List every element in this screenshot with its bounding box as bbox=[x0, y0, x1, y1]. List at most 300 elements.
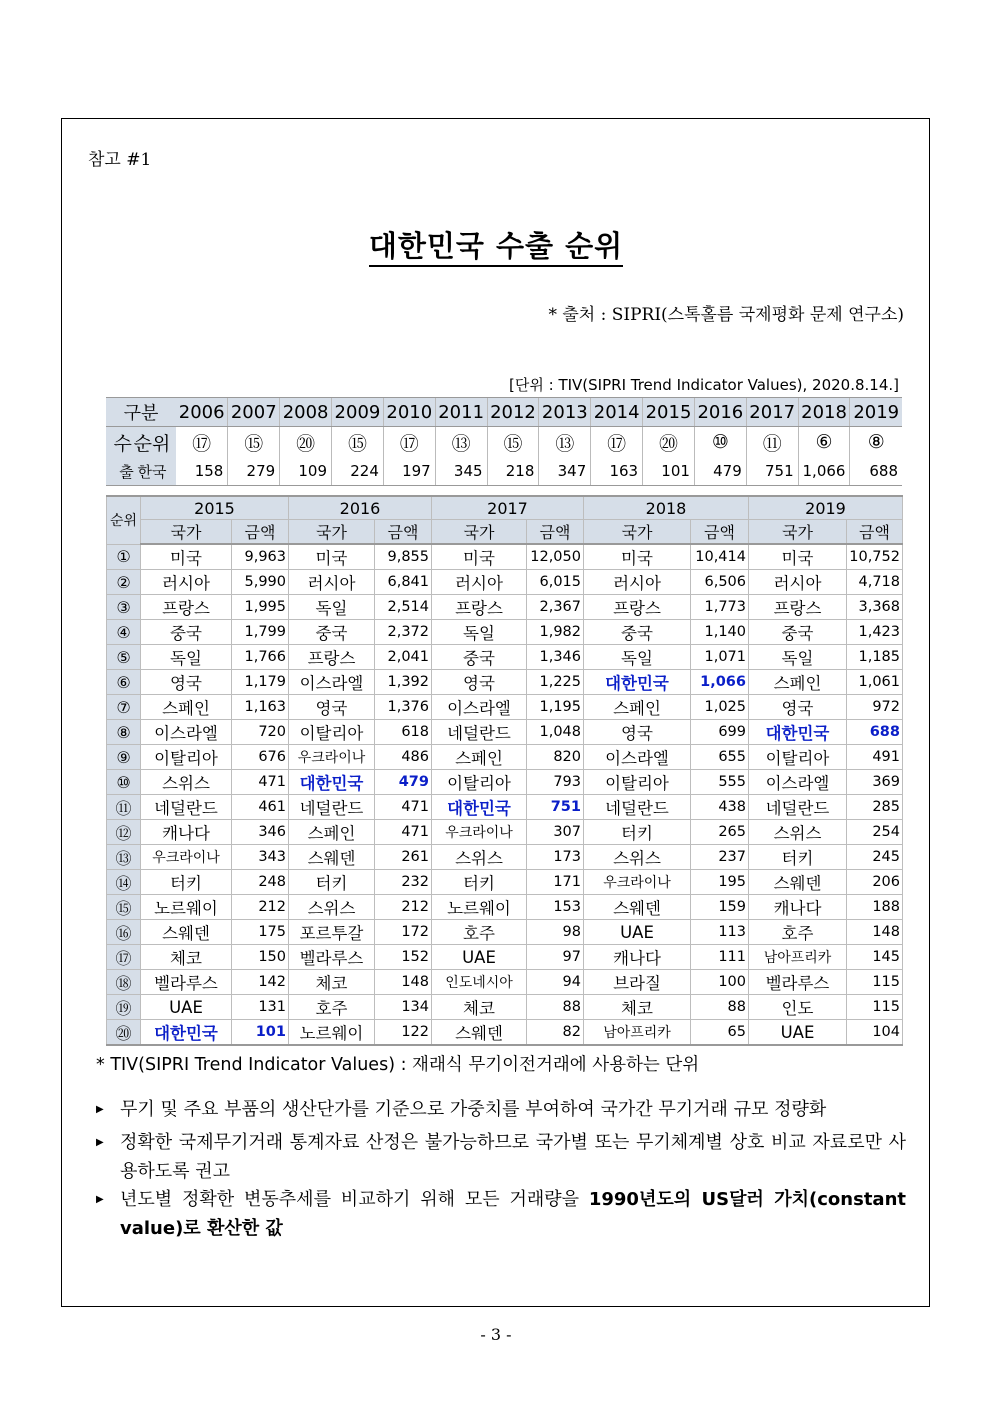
amount-cell: 369 bbox=[847, 770, 903, 795]
summary-rank-2012: ⑮ bbox=[487, 427, 539, 458]
rank-cell: ⑨ bbox=[107, 745, 141, 770]
amount-cell: 113 bbox=[691, 920, 749, 945]
amount-cell: 307 bbox=[527, 820, 584, 845]
country-cell: 이탈리아 bbox=[289, 720, 375, 745]
table-row bbox=[107, 570, 903, 595]
amount-cell: 5,990 bbox=[232, 570, 289, 595]
country-cell: 체코 bbox=[432, 995, 527, 1020]
amount-cell: 4,718 bbox=[847, 570, 903, 595]
country-cell: 러시아 bbox=[584, 570, 691, 595]
amount-cell: 1,225 bbox=[527, 670, 584, 695]
rank-cell: ⑭ bbox=[107, 870, 141, 895]
bullet-3-text bbox=[120, 1185, 906, 1243]
country-cell: 이스라엘 bbox=[289, 670, 375, 695]
summary-value-2006: 158 bbox=[176, 457, 228, 486]
country-header: 국가 bbox=[432, 520, 527, 545]
country-cell: 미국 bbox=[432, 544, 527, 570]
amount-cell: 1,071 bbox=[691, 645, 749, 670]
amount-cell: 2,367 bbox=[527, 595, 584, 620]
summary-rank-label: 순위 bbox=[133, 432, 171, 455]
table-row bbox=[107, 870, 903, 895]
country-header: 국가 bbox=[584, 520, 691, 545]
amount-cell: 1,179 bbox=[232, 670, 289, 695]
amount-cell: 9,963 bbox=[232, 544, 289, 570]
summary-value-2014: 163 bbox=[591, 457, 643, 486]
country-cell: 스위스 bbox=[432, 845, 527, 870]
country-cell: 러시아 bbox=[141, 570, 232, 595]
table-row bbox=[107, 544, 903, 570]
country-header: 국가 bbox=[141, 520, 232, 545]
amount-cell: 1,185 bbox=[847, 645, 903, 670]
country-cell: 네덜란드 bbox=[141, 795, 232, 820]
rank-cell: ① bbox=[107, 544, 141, 570]
amount-cell: 1,423 bbox=[847, 620, 903, 645]
country-cell: 노르웨이 bbox=[432, 895, 527, 920]
amount-cell: 793 bbox=[527, 770, 584, 795]
amount-cell: 3,368 bbox=[847, 595, 903, 620]
amount-cell: 65 bbox=[691, 1020, 749, 1046]
amount-cell: 248 bbox=[232, 870, 289, 895]
country-cell: 호주 bbox=[289, 995, 375, 1020]
country-cell: 미국 bbox=[584, 544, 691, 570]
amount-cell: 972 bbox=[847, 695, 903, 720]
country-cell: 대한민국 bbox=[141, 1020, 232, 1046]
triangle-bullet-icon: ▶ bbox=[96, 1194, 104, 1205]
table-row bbox=[107, 945, 903, 970]
country-cell: 프랑스 bbox=[749, 595, 847, 620]
amount-header: 금액 bbox=[527, 520, 584, 545]
amount-cell: 94 bbox=[527, 970, 584, 995]
country-cell: UAE bbox=[141, 995, 232, 1020]
amount-cell: 159 bbox=[691, 895, 749, 920]
country-cell: 이탈리아 bbox=[141, 745, 232, 770]
amount-cell: 820 bbox=[527, 745, 584, 770]
country-cell: 터키 bbox=[432, 870, 527, 895]
amount-cell: 6,015 bbox=[527, 570, 584, 595]
country-cell: 스웨덴 bbox=[432, 1020, 527, 1046]
table-row bbox=[107, 645, 903, 670]
amount-cell: 1,066 bbox=[691, 670, 749, 695]
country-cell: 러시아 bbox=[432, 570, 527, 595]
country-cell: 이스라엘 bbox=[584, 745, 691, 770]
country-cell: 네덜란드 bbox=[584, 795, 691, 820]
summary-year-2015: 2015 bbox=[643, 398, 695, 427]
amount-cell: 1,140 bbox=[691, 620, 749, 645]
unit-note: [단위 : TIV(SIPRI Trend Indicator Values), 2020.8.14.] bbox=[509, 376, 899, 394]
summary-rank-2010: ⑰ bbox=[383, 427, 435, 458]
table-row bbox=[107, 970, 903, 995]
rank-cell: ⑬ bbox=[107, 845, 141, 870]
ranking-year-row bbox=[107, 496, 903, 520]
summary-year-2017: 2017 bbox=[746, 398, 798, 427]
amount-cell: 6,841 bbox=[375, 570, 432, 595]
rank-cell: ⑱ bbox=[107, 970, 141, 995]
table-row bbox=[107, 670, 903, 695]
country-cell: 스웨덴 bbox=[141, 920, 232, 945]
country-cell: 노르웨이 bbox=[289, 1020, 375, 1046]
reference-label: 참고 #1 bbox=[88, 150, 152, 170]
country-cell: 독일 bbox=[141, 645, 232, 670]
bullet-2 bbox=[96, 1128, 906, 1186]
amount-cell: 688 bbox=[847, 720, 903, 745]
country-cell: 대한민국 bbox=[584, 670, 691, 695]
summary-korea-label: 한국 bbox=[137, 462, 167, 481]
amount-cell: 1,766 bbox=[232, 645, 289, 670]
side-label-bottom: 출 bbox=[119, 462, 134, 481]
amount-cell: 1,982 bbox=[527, 620, 584, 645]
country-cell: 프랑스 bbox=[141, 595, 232, 620]
rank-cell: ④ bbox=[107, 620, 141, 645]
country-cell: 스웨덴 bbox=[289, 845, 375, 870]
country-cell: 인도네시아 bbox=[432, 970, 527, 995]
bullet-1 bbox=[96, 1095, 906, 1124]
country-cell: 호주 bbox=[432, 920, 527, 945]
country-header: 국가 bbox=[749, 520, 847, 545]
country-cell: 체코 bbox=[289, 970, 375, 995]
country-cell: 우크라이나 bbox=[141, 845, 232, 870]
amount-cell: 245 bbox=[847, 845, 903, 870]
amount-cell: 206 bbox=[847, 870, 903, 895]
table-row bbox=[107, 720, 903, 745]
amount-cell: 285 bbox=[847, 795, 903, 820]
summary-rank-row bbox=[106, 427, 902, 458]
rank-cell: ⑧ bbox=[107, 720, 141, 745]
amount-cell: 172 bbox=[375, 920, 432, 945]
amount-cell: 104 bbox=[847, 1020, 903, 1046]
summary-value-row bbox=[106, 457, 902, 486]
country-cell: UAE bbox=[584, 920, 691, 945]
amount-cell: 232 bbox=[375, 870, 432, 895]
amount-cell: 131 bbox=[232, 995, 289, 1020]
summary-value-2013: 347 bbox=[539, 457, 591, 486]
amount-cell: 100 bbox=[691, 970, 749, 995]
ranking-year-2019: 2019 bbox=[749, 496, 903, 520]
country-cell: 브라질 bbox=[584, 970, 691, 995]
summary-rank-2014: ⑰ bbox=[591, 427, 643, 458]
bullet-2-text: 정확한 국제무기거래 통계자료 산정은 불가능하므로 국가별 또는 무기체계별 상호 비교 자료로만 사용하도록 권고 bbox=[120, 1132, 906, 1182]
amount-cell: 122 bbox=[375, 1020, 432, 1046]
table-row bbox=[107, 995, 903, 1020]
table-row bbox=[107, 820, 903, 845]
summary-year-2018: 2018 bbox=[798, 398, 850, 427]
side-label-top: 수 bbox=[113, 432, 132, 455]
rank-cell: ⑯ bbox=[107, 920, 141, 945]
amount-cell: 212 bbox=[375, 895, 432, 920]
country-cell: 스페인 bbox=[749, 670, 847, 695]
amount-cell: 1,163 bbox=[232, 695, 289, 720]
table-row bbox=[107, 795, 903, 820]
amount-cell: 212 bbox=[232, 895, 289, 920]
country-cell: 스웨덴 bbox=[749, 870, 847, 895]
table-row bbox=[107, 770, 903, 795]
amount-cell: 1,048 bbox=[527, 720, 584, 745]
country-cell: 중국 bbox=[289, 620, 375, 645]
summary-rank-2016: ⑩ bbox=[694, 427, 746, 458]
source-note: * 출처 : SIPRI(스톡홀름 국제평화 문제 연구소) bbox=[548, 305, 904, 325]
rank-cell: ⑥ bbox=[107, 670, 141, 695]
country-cell: 스페인 bbox=[432, 745, 527, 770]
amount-cell: 10,752 bbox=[847, 544, 903, 570]
summary-year-2013: 2013 bbox=[539, 398, 591, 427]
summary-value-2007: 279 bbox=[228, 457, 280, 486]
table-row bbox=[107, 745, 903, 770]
page-title bbox=[0, 224, 992, 265]
amount-cell: 471 bbox=[375, 820, 432, 845]
summary-year-2019: 2019 bbox=[850, 398, 902, 427]
country-cell: 프랑스 bbox=[289, 645, 375, 670]
country-cell: 러시아 bbox=[749, 570, 847, 595]
amount-cell: 175 bbox=[232, 920, 289, 945]
amount-cell: 82 bbox=[527, 1020, 584, 1046]
table-row bbox=[107, 1020, 903, 1046]
summary-rank-2008: ⑳ bbox=[280, 427, 332, 458]
amount-cell: 12,050 bbox=[527, 544, 584, 570]
country-cell: 프랑스 bbox=[432, 595, 527, 620]
country-cell: 우크라이나 bbox=[432, 820, 527, 845]
bullet-1-text: 무기 및 주요 부품의 생산단가를 기준으로 가중치를 부여하여 국가간 무기거래 규모 정량화 bbox=[120, 1099, 827, 1120]
rank-cell: ⑲ bbox=[107, 995, 141, 1020]
amount-header: 금액 bbox=[375, 520, 432, 545]
summary-year-2016: 2016 bbox=[694, 398, 746, 427]
country-cell: 대한민국 bbox=[749, 720, 847, 745]
country-cell: 중국 bbox=[432, 645, 527, 670]
ranking-year-2015: 2015 bbox=[141, 496, 289, 520]
country-cell: 캐나다 bbox=[584, 945, 691, 970]
country-cell: 스페인 bbox=[584, 695, 691, 720]
country-cell: 프랑스 bbox=[584, 595, 691, 620]
country-cell: 스위스 bbox=[141, 770, 232, 795]
amount-cell: 676 bbox=[232, 745, 289, 770]
amount-cell: 1,061 bbox=[847, 670, 903, 695]
country-cell: 인도 bbox=[749, 995, 847, 1020]
summary-value-2017: 751 bbox=[746, 457, 798, 486]
rank-cell: ⑳ bbox=[107, 1020, 141, 1046]
summary-korea-label-cell bbox=[106, 457, 176, 486]
country-cell: 캐나다 bbox=[141, 820, 232, 845]
table-row bbox=[107, 620, 903, 645]
amount-cell: 98 bbox=[527, 920, 584, 945]
country-cell: 벨라루스 bbox=[141, 970, 232, 995]
amount-cell: 461 bbox=[232, 795, 289, 820]
amount-cell: 720 bbox=[232, 720, 289, 745]
summary-rank-2013: ⑬ bbox=[539, 427, 591, 458]
summary-year-2009: 2009 bbox=[332, 398, 384, 427]
amount-cell: 1,773 bbox=[691, 595, 749, 620]
amount-cell: 2,041 bbox=[375, 645, 432, 670]
rank-cell: ⑪ bbox=[107, 795, 141, 820]
country-cell: 이탈리아 bbox=[584, 770, 691, 795]
summary-value-2011: 345 bbox=[435, 457, 487, 486]
table-row bbox=[107, 845, 903, 870]
country-cell: 네덜란드 bbox=[432, 720, 527, 745]
summary-value-2019: 688 bbox=[850, 457, 902, 486]
amount-header: 금액 bbox=[232, 520, 289, 545]
summary-year-2011: 2011 bbox=[435, 398, 487, 427]
amount-header: 금액 bbox=[691, 520, 749, 545]
amount-cell: 145 bbox=[847, 945, 903, 970]
summary-rank-2018: ⑥ bbox=[798, 427, 850, 458]
country-cell: 중국 bbox=[141, 620, 232, 645]
amount-cell: 97 bbox=[527, 945, 584, 970]
amount-cell: 195 bbox=[691, 870, 749, 895]
country-cell: 스웨덴 bbox=[584, 895, 691, 920]
country-cell: 스위스 bbox=[289, 895, 375, 920]
amount-cell: 150 bbox=[232, 945, 289, 970]
country-cell: 체코 bbox=[584, 995, 691, 1020]
country-cell: 이탈리아 bbox=[432, 770, 527, 795]
amount-cell: 1,025 bbox=[691, 695, 749, 720]
amount-cell: 1,799 bbox=[232, 620, 289, 645]
summary-header-row bbox=[106, 398, 902, 427]
amount-cell: 1,195 bbox=[527, 695, 584, 720]
country-cell: 독일 bbox=[584, 645, 691, 670]
summary-value-2016: 479 bbox=[694, 457, 746, 486]
country-cell: 이스라엘 bbox=[749, 770, 847, 795]
amount-cell: 471 bbox=[375, 795, 432, 820]
country-cell: 이스라엘 bbox=[141, 720, 232, 745]
amount-cell: 134 bbox=[375, 995, 432, 1020]
country-cell: 대한민국 bbox=[432, 795, 527, 820]
rank-cell: ⑩ bbox=[107, 770, 141, 795]
summary-value-2010: 197 bbox=[383, 457, 435, 486]
summary-value-2015: 101 bbox=[643, 457, 695, 486]
amount-cell: 142 bbox=[232, 970, 289, 995]
amount-header: 금액 bbox=[847, 520, 903, 545]
amount-cell: 655 bbox=[691, 745, 749, 770]
country-cell: 남아프리카 bbox=[749, 945, 847, 970]
rank-cell: ⑮ bbox=[107, 895, 141, 920]
amount-cell: 152 bbox=[375, 945, 432, 970]
country-cell: 러시아 bbox=[289, 570, 375, 595]
country-cell: 독일 bbox=[749, 645, 847, 670]
country-cell: 미국 bbox=[141, 544, 232, 570]
tiv-note: * TIV(SIPRI Trend Indicator Values) : 재래식 무기이전거래에 사용하는 단위 bbox=[96, 1055, 700, 1075]
amount-cell: 1,346 bbox=[527, 645, 584, 670]
country-cell: 이탈리아 bbox=[749, 745, 847, 770]
summary-rank-2011: ⑬ bbox=[435, 427, 487, 458]
rank-cell: ② bbox=[107, 570, 141, 595]
bullet-3-bold: 1990년도의 US달러 가치(constant value)로 환산한 값 bbox=[120, 1189, 906, 1239]
table-row bbox=[107, 895, 903, 920]
amount-cell: 101 bbox=[232, 1020, 289, 1046]
country-cell: 네덜란드 bbox=[749, 795, 847, 820]
amount-cell: 111 bbox=[691, 945, 749, 970]
summary-rank-2015: ⑳ bbox=[643, 427, 695, 458]
bullet-3 bbox=[96, 1185, 906, 1243]
country-cell: 중국 bbox=[749, 620, 847, 645]
amount-cell: 10,414 bbox=[691, 544, 749, 570]
country-cell: 우크라이나 bbox=[289, 745, 375, 770]
amount-cell: 88 bbox=[527, 995, 584, 1020]
country-cell: 미국 bbox=[289, 544, 375, 570]
summary-year-2010: 2010 bbox=[383, 398, 435, 427]
summary-year-2012: 2012 bbox=[487, 398, 539, 427]
amount-cell: 343 bbox=[232, 845, 289, 870]
amount-cell: 6,506 bbox=[691, 570, 749, 595]
country-cell: 독일 bbox=[432, 620, 527, 645]
rank-cell: ③ bbox=[107, 595, 141, 620]
summary-header-label: 구분 bbox=[106, 398, 176, 427]
amount-cell: 2,514 bbox=[375, 595, 432, 620]
country-cell: 이스라엘 bbox=[432, 695, 527, 720]
table-row bbox=[107, 595, 903, 620]
summary-rank-2007: ⑮ bbox=[228, 427, 280, 458]
country-cell: 대한민국 bbox=[289, 770, 375, 795]
country-cell: 영국 bbox=[584, 720, 691, 745]
country-cell: 포르투갈 bbox=[289, 920, 375, 945]
summary-year-2008: 2008 bbox=[280, 398, 332, 427]
amount-cell: 699 bbox=[691, 720, 749, 745]
amount-cell: 148 bbox=[847, 920, 903, 945]
rank-cell: ⑫ bbox=[107, 820, 141, 845]
ranking-subheader-row bbox=[107, 520, 903, 545]
amount-cell: 438 bbox=[691, 795, 749, 820]
table-row bbox=[107, 920, 903, 945]
country-cell: 터키 bbox=[141, 870, 232, 895]
amount-cell: 237 bbox=[691, 845, 749, 870]
country-cell: 영국 bbox=[749, 695, 847, 720]
summary-rank-2017: ⑪ bbox=[746, 427, 798, 458]
bullet-3-plain: 년도별 정확한 변동추세를 비교하기 위해 모든 거래량을 bbox=[120, 1189, 589, 1210]
country-cell: 네덜란드 bbox=[289, 795, 375, 820]
summary-table bbox=[106, 397, 902, 486]
country-cell: 스페인 bbox=[289, 820, 375, 845]
country-cell: 터키 bbox=[584, 820, 691, 845]
country-cell: 스페인 bbox=[141, 695, 232, 720]
country-cell: 남아프리카 bbox=[584, 1020, 691, 1046]
country-cell: 노르웨이 bbox=[141, 895, 232, 920]
amount-cell: 471 bbox=[232, 770, 289, 795]
amount-cell: 265 bbox=[691, 820, 749, 845]
country-cell: UAE bbox=[749, 1020, 847, 1046]
rank-cell: ⑤ bbox=[107, 645, 141, 670]
rank-header: 순위 bbox=[107, 496, 141, 544]
amount-cell: 148 bbox=[375, 970, 432, 995]
amount-cell: 486 bbox=[375, 745, 432, 770]
amount-cell: 346 bbox=[232, 820, 289, 845]
country-cell: 독일 bbox=[289, 595, 375, 620]
amount-cell: 115 bbox=[847, 995, 903, 1020]
summary-rank-2009: ⑮ bbox=[332, 427, 384, 458]
ranking-year-2016: 2016 bbox=[289, 496, 432, 520]
summary-value-2009: 224 bbox=[332, 457, 384, 486]
amount-cell: 751 bbox=[527, 795, 584, 820]
ranking-year-2017: 2017 bbox=[432, 496, 584, 520]
amount-cell: 153 bbox=[527, 895, 584, 920]
page-number: - 3 - bbox=[480, 1325, 512, 1344]
country-cell: 터키 bbox=[289, 870, 375, 895]
country-cell: 캐나다 bbox=[749, 895, 847, 920]
table-row bbox=[107, 695, 903, 720]
country-cell: 터키 bbox=[749, 845, 847, 870]
page-title-text: 대한민국 수출 순위 bbox=[369, 229, 623, 267]
amount-cell: 1,995 bbox=[232, 595, 289, 620]
country-cell: 벨라루스 bbox=[289, 945, 375, 970]
country-cell: 우크라이나 bbox=[584, 870, 691, 895]
country-cell: 벨라루스 bbox=[749, 970, 847, 995]
triangle-bullet-icon: ▶ bbox=[96, 1104, 104, 1115]
summary-year-2006: 2006 bbox=[176, 398, 228, 427]
summary-year-2007: 2007 bbox=[228, 398, 280, 427]
amount-cell: 173 bbox=[527, 845, 584, 870]
amount-cell: 618 bbox=[375, 720, 432, 745]
country-cell: 중국 bbox=[584, 620, 691, 645]
country-cell: 영국 bbox=[289, 695, 375, 720]
amount-cell: 491 bbox=[847, 745, 903, 770]
amount-cell: 2,372 bbox=[375, 620, 432, 645]
country-cell: 미국 bbox=[749, 544, 847, 570]
amount-cell: 1,376 bbox=[375, 695, 432, 720]
